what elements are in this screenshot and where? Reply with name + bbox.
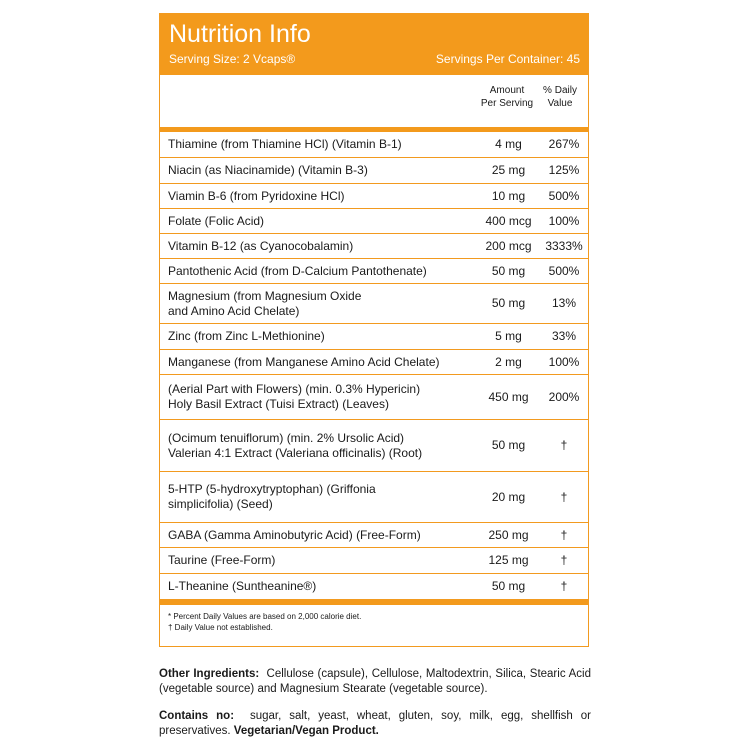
contains-no-label: Contains no: [159, 710, 235, 722]
nutrition-header [160, 14, 588, 75]
column-headers [160, 75, 588, 132]
table-row [160, 132, 588, 158]
nutrient-amount: 20 mg [491, 489, 526, 504]
nutrient-name: (Aerial Part with Flowers) (min. 0.3% Hypericin) Holy Basil Extract (Tuisi Extract) (Leaves) [168, 382, 421, 411]
nutrient-daily-value: † [560, 438, 568, 452]
table-row [160, 184, 588, 209]
nutrient-name: Niacin (as Niacinamide) (Vitamin B-3) [168, 163, 368, 177]
nutrient-name: Vitamin B-12 (as Cyanocobalamin) [168, 238, 354, 253]
table-row [160, 209, 588, 234]
other-ingredients-label: Other Ingredients: [159, 668, 260, 680]
nutrient-daily-value: 125% [548, 163, 580, 177]
nutrient-daily-value: 500% [548, 263, 580, 278]
table-row [160, 259, 588, 284]
nutrient-name: GABA (Gamma Aminobutyric Acid) (Free-Form) [168, 527, 421, 542]
footnote-percent: * Percent Daily Values are based on 2,000 calorie diet. [168, 612, 362, 621]
nutrient-amount: 50 mg [491, 579, 526, 593]
other-ingredients [159, 667, 591, 697]
nutrient-name: Taurine (Free-Form) [168, 553, 276, 567]
nutrient-amount: 450 mg [488, 389, 529, 404]
table-row [160, 284, 588, 324]
nutrient-daily-value: 33% [551, 329, 577, 343]
table-row [160, 234, 588, 259]
table-row [160, 420, 588, 472]
nutrient-daily-value: 267% [548, 137, 580, 151]
nutrient-amount: 50 mg [491, 438, 526, 452]
nutrient-daily-value: 13% [551, 296, 577, 310]
other-ingredients-text: Cellulose (capsule), Cellulose, Maltodextrin, Silica, Stearic Acid (vegetable source) and Magnesium Stearate (vegetable source). [159, 668, 591, 695]
nutrient-amount: 50 mg [491, 263, 526, 278]
nutrient-daily-value: 100% [548, 354, 580, 369]
nutrient-amount: 400 mcg [485, 213, 532, 228]
nutrient-name: Manganese (from Manganese Amino Acid Chelate) [168, 354, 440, 369]
nutrient-name: Pantothenic Acid (from D-Calcium Pantothenate) [168, 263, 427, 278]
daily-value-column-header: % Daily Value [543, 85, 577, 109]
nutrient-name: 5-HTP (5-hydroxytryptophan) (Griffonia simplicifolia) (Seed) [168, 482, 376, 511]
serving-size: Serving Size: 2 Vcaps® [169, 52, 296, 66]
contains-no [159, 709, 591, 739]
nutrient-amount: 10 mg [491, 188, 526, 203]
nutrient-daily-value: 100% [548, 213, 580, 228]
nutrient-amount: 2 mg [495, 354, 522, 369]
table-row [160, 158, 588, 184]
nutrient-name: Zinc (from Zinc L-Methionine) [168, 329, 325, 343]
nutrient-amount: 125 mg [488, 553, 529, 567]
nutrient-amount: 200 mcg [485, 238, 532, 253]
nutrient-name: Viamin B-6 (from Pyridoxine HCl) [168, 188, 345, 203]
table-row [160, 375, 588, 420]
nutrient-name: Folate (Folic Acid) [168, 213, 265, 228]
footnote-dagger: † Daily Value not established. [168, 623, 273, 632]
nutrient-amount: 50 mg [491, 296, 526, 310]
amount-column-header: Amount Per Serving [480, 85, 534, 109]
nutrient-name: Thiamine (from Thiamine HCl) (Vitamin B-1) [168, 137, 402, 151]
table-row [160, 324, 588, 350]
nutrient-amount: 250 mg [488, 527, 529, 542]
nutrient-name: L-Theanine (Suntheanine®) [168, 579, 317, 593]
vegan-statement: Vegetarian/Vegan Product. [233, 725, 379, 737]
contains-no-text: sugar, salt, yeast, wheat, gluten, soy, milk, egg, shellfish or preservatives. [159, 710, 592, 737]
nutrient-amount: 4 mg [495, 137, 522, 151]
table-row [160, 350, 588, 375]
table-row [160, 574, 588, 600]
nutrient-daily-value: † [560, 553, 568, 567]
nutrient-daily-value: 3333% [545, 238, 583, 253]
nutrient-daily-value: 500% [548, 188, 580, 203]
table-row [160, 548, 588, 574]
nutrient-daily-value: 200% [548, 389, 580, 404]
panel-title: Nutrition Info [169, 20, 311, 48]
nutrient-daily-value: † [560, 579, 568, 593]
nutrient-table [160, 132, 588, 600]
nutrient-daily-value: † [560, 527, 568, 542]
nutrient-amount: 5 mg [495, 329, 522, 343]
nutrient-amount: 25 mg [491, 163, 526, 177]
nutrient-name: Magnesium (from Magnesium Oxide and Amino Acid Chelate) [168, 288, 362, 318]
nutrient-name: (Ocimum tenuiflorum) (min. 2% Ursolic Acid) Valerian 4:1 Extract (Valeriana officinalis) (Root) [168, 430, 423, 460]
servings-per-container: Servings Per Container: 45 [435, 52, 580, 66]
table-row [160, 472, 588, 523]
table-row [160, 523, 588, 548]
nutrient-daily-value: † [560, 489, 568, 504]
nutrition-panel [159, 13, 589, 647]
footnotes [160, 600, 588, 639]
